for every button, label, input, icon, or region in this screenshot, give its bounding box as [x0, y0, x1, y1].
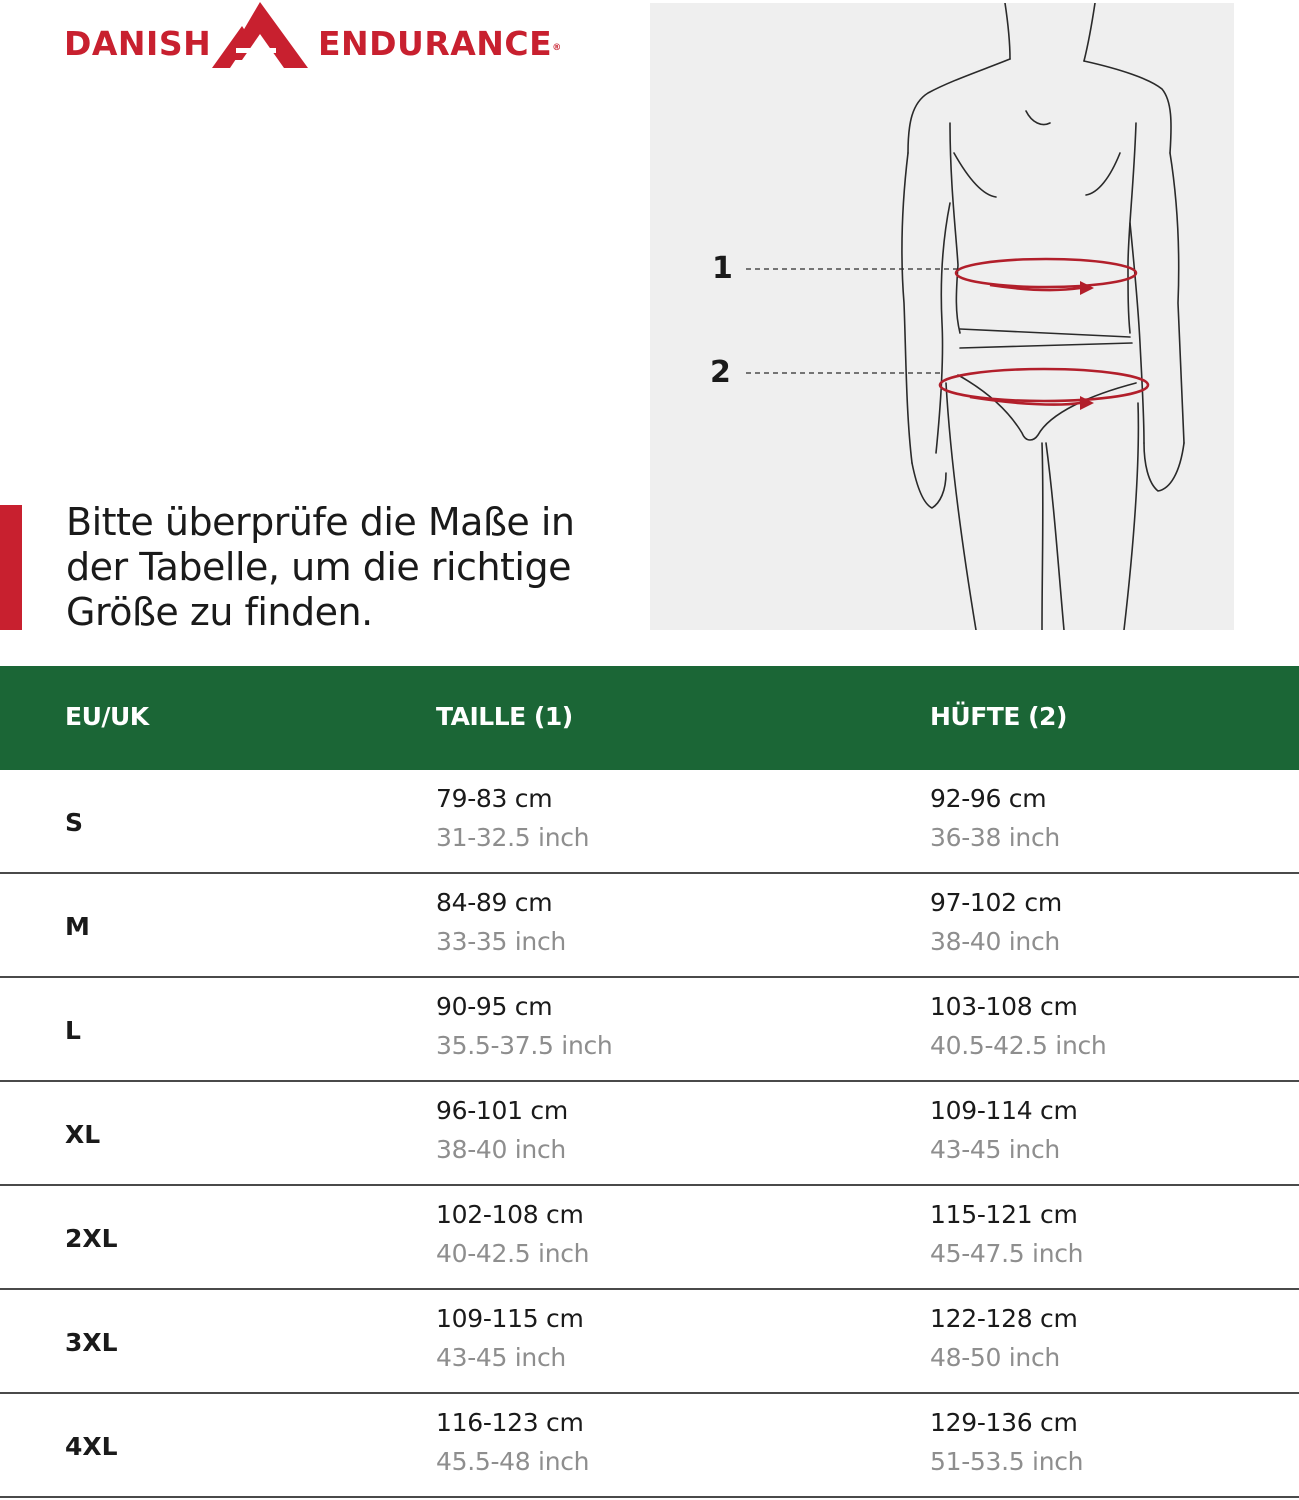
waist-cm: 102-108 cm	[436, 1200, 584, 1229]
waist-cm: 116-123 cm	[436, 1408, 584, 1437]
marker-waist: 1	[712, 251, 733, 286]
hip-inch: 36-38 inch	[930, 823, 1060, 852]
table-row	[0, 1082, 1299, 1186]
measurement-figure	[650, 3, 1234, 630]
hip-inch: 40.5-42.5 inch	[930, 1031, 1107, 1060]
waist-inch: 33-35 inch	[436, 927, 566, 956]
waist-cm: 90-95 cm	[436, 992, 553, 1021]
table-row	[0, 978, 1299, 1082]
table-row	[0, 1186, 1299, 1290]
hip-cm: 122-128 cm	[930, 1304, 1078, 1333]
accent-bar	[0, 505, 22, 630]
hip-inch: 48-50 inch	[930, 1343, 1060, 1372]
size-label: 3XL	[65, 1328, 118, 1357]
hip-inch: 51-53.5 inch	[930, 1447, 1084, 1476]
hip-cm: 103-108 cm	[930, 992, 1078, 1021]
brand-name-left: DANISH	[64, 24, 212, 63]
brand-name-right: ENDURANCE®	[318, 24, 562, 63]
table-header	[0, 666, 1299, 770]
size-label: S	[65, 808, 84, 837]
table-row	[0, 874, 1299, 978]
header-hip: HÜFTE (2)	[930, 702, 1067, 731]
waist-cm: 96-101 cm	[436, 1096, 568, 1125]
size-label: M	[65, 912, 90, 941]
table-row	[0, 1290, 1299, 1394]
hip-cm: 129-136 cm	[930, 1408, 1078, 1437]
waist-inch: 45.5-48 inch	[436, 1447, 590, 1476]
size-label: XL	[65, 1120, 101, 1149]
size-label: 2XL	[65, 1224, 118, 1253]
waist-inch: 38-40 inch	[436, 1135, 566, 1164]
hip-cm: 92-96 cm	[930, 784, 1047, 813]
hip-cm: 97-102 cm	[930, 888, 1062, 917]
table-row	[0, 770, 1299, 874]
table-row	[0, 1394, 1299, 1498]
waist-cm: 84-89 cm	[436, 888, 553, 917]
waist-cm: 79-83 cm	[436, 784, 553, 813]
registered-mark: ®	[552, 43, 562, 53]
waist-inch: 35.5-37.5 inch	[436, 1031, 613, 1060]
hip-inch: 43-45 inch	[930, 1135, 1060, 1164]
waist-inch: 43-45 inch	[436, 1343, 566, 1372]
waist-cm: 109-115 cm	[436, 1304, 584, 1333]
brand-mountain-icon	[212, 2, 308, 68]
waist-inch: 31-32.5 inch	[436, 823, 590, 852]
hip-inch: 45-47.5 inch	[930, 1239, 1084, 1268]
body-outline-illustration	[650, 3, 1234, 630]
size-label: L	[65, 1016, 81, 1045]
waist-inch: 40-42.5 inch	[436, 1239, 590, 1268]
hip-inch: 38-40 inch	[930, 927, 1060, 956]
header-waist: TAILLE (1)	[436, 702, 573, 731]
header-size: EU/UK	[65, 702, 149, 731]
size-table	[0, 666, 1299, 1498]
brand-logo	[62, 2, 562, 68]
marker-hip: 2	[710, 355, 731, 390]
hip-cm: 109-114 cm	[930, 1096, 1078, 1125]
intro-text: Bitte überprüfe die Maße in der Tabelle, um die richtige Größe zu finden.	[66, 500, 575, 634]
hip-cm: 115-121 cm	[930, 1200, 1078, 1229]
size-label: 4XL	[65, 1432, 118, 1461]
